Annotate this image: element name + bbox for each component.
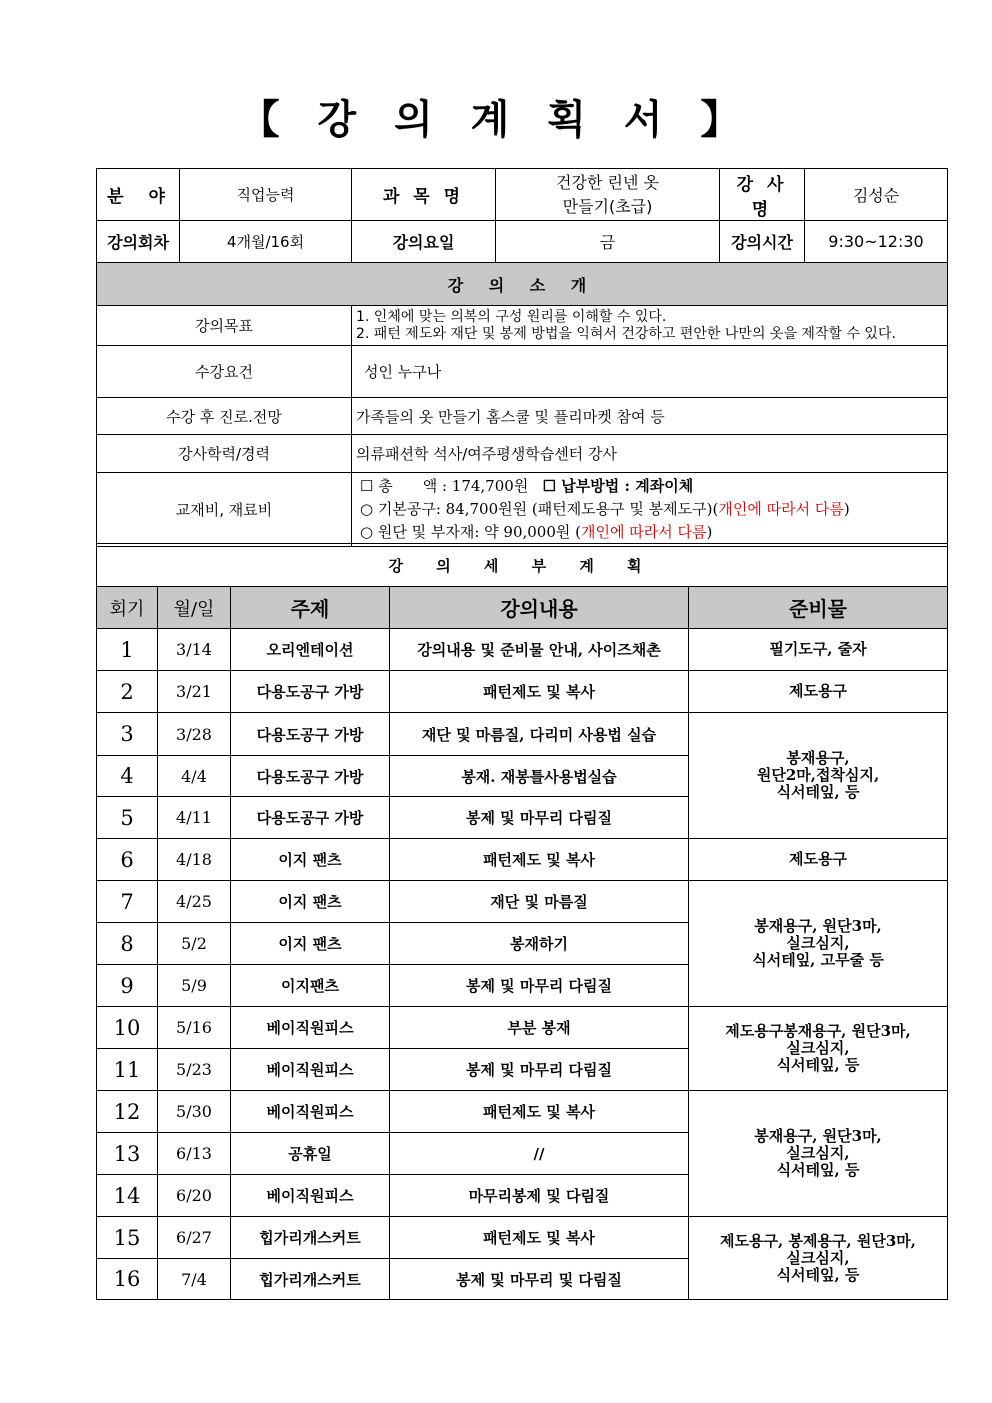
prep-line: 식서테잎, 등 [776, 1161, 860, 1179]
schedule-table [96, 543, 948, 1300]
prep-line: 제도용구, 봉제용구, 원단3마, [720, 1231, 916, 1250]
session-num: 14 [97, 1175, 158, 1217]
req-value: 성인 누구나 [352, 346, 948, 398]
course-value-line1: 건강한 린넨 옷 [556, 172, 659, 192]
session-prep: 제도용구 [689, 839, 948, 881]
session-content: 패턴제도 및 복사 [390, 1217, 689, 1259]
table-row [97, 1217, 948, 1259]
prep-line: 실크심지, [786, 1144, 850, 1162]
course-label: 과 목 명 [352, 169, 496, 221]
goal-label [97, 306, 352, 346]
session-content: 마무리봉제 및 다림질 [390, 1175, 689, 1217]
time-value: 9:30~12:30 [805, 221, 948, 263]
materials-tools-line [360, 498, 939, 521]
session-topic: 이지 팬츠 [231, 923, 390, 965]
page-title: 【 강 의 계 획 서 】 [239, 97, 753, 143]
session-topic: 힙가리개스커트 [231, 1217, 390, 1259]
prep-line: 실크심지, [786, 1248, 850, 1267]
session-num: 10 [97, 1007, 158, 1049]
session-num: 3 [97, 713, 158, 756]
background-value: 의류패션학 석사/여주평생학습센터 강사 [352, 435, 948, 473]
session-date: 7/4 [158, 1259, 231, 1300]
session-num: 6 [97, 839, 158, 881]
background-label: 강사학력/경력 [97, 435, 352, 473]
schedule-band: 강 의 세 부 계 획 [97, 544, 948, 587]
table-row [97, 881, 948, 923]
sessions-value: 4개월/16회 [180, 221, 352, 263]
session-num: 15 [97, 1217, 158, 1259]
prep-line: 봉재용구, 원단3마, [754, 917, 882, 935]
session-num: 8 [97, 923, 158, 965]
session-date: 5/30 [158, 1091, 231, 1133]
session-topic: 오리엔테이션 [231, 629, 390, 671]
prep-line: 식서테잎, 등 [776, 1265, 860, 1284]
prep-line: 실크심지, [786, 1039, 850, 1057]
session-content: 패턴제도 및 복사 [390, 1091, 689, 1133]
session-content: // [390, 1133, 689, 1175]
session-topic: 베이직원피스 [231, 1049, 390, 1091]
session-num: 2 [97, 671, 158, 713]
materials-value [352, 473, 948, 547]
session-date: 3/21 [158, 671, 231, 713]
session-num: 7 [97, 881, 158, 923]
session-topic: 베이직원피스 [231, 1091, 390, 1133]
table-row [97, 839, 948, 881]
header-topic: 주제 [231, 587, 390, 629]
table-row [97, 1091, 948, 1133]
goal-label-text: 강의목표 [195, 317, 253, 335]
session-content: 봉제 및 마무리 다림질 [390, 1049, 689, 1091]
session-topic: 다용도공구 가방 [231, 713, 390, 756]
session-date: 4/18 [158, 839, 231, 881]
prep-line: 식서테잎, 등 [776, 783, 860, 801]
prep-line: 실크심지, [786, 934, 850, 952]
tools-close: ) [843, 500, 850, 518]
session-num: 11 [97, 1049, 158, 1091]
session-num: 12 [97, 1091, 158, 1133]
tools-price: 84,700원원 (패턴제도용구 및 봉제도구)( [445, 500, 719, 518]
table-row [97, 713, 948, 756]
session-date: 4/4 [158, 756, 231, 797]
session-num: 16 [97, 1259, 158, 1300]
session-date: 5/9 [158, 965, 231, 1007]
materials-fabric-line [360, 521, 939, 544]
session-date: 5/16 [158, 1007, 231, 1049]
table-row [97, 671, 948, 713]
session-content: 봉제 및 마무리 다림질 [390, 965, 689, 1007]
course-value [496, 169, 720, 221]
table-row [97, 1007, 948, 1049]
session-content: 봉재하기 [390, 923, 689, 965]
session-prep [689, 713, 948, 839]
session-num: 9 [97, 965, 158, 1007]
course-info-table [96, 168, 948, 547]
day-value: 금 [496, 221, 720, 263]
session-date: 3/28 [158, 713, 231, 756]
session-content: 부분 봉재 [390, 1007, 689, 1049]
session-topic: 다용도공구 가방 [231, 756, 390, 797]
session-prep [689, 1007, 948, 1091]
materials-total: ☐ 총 액 : 174,700원 [360, 477, 529, 495]
session-topic: 베이직원피스 [231, 1175, 390, 1217]
materials-payment: ☐ 납부방법 : 계좌이체 [542, 477, 694, 495]
fabric-label: ○ 원단 및 부자재: 약 90,000원 ( [360, 523, 582, 541]
session-content: 패턴제도 및 복사 [390, 671, 689, 713]
session-topic: 다용도공구 가방 [231, 671, 390, 713]
prep-line: 제도용구봉재용구, 원단3마, [725, 1022, 911, 1040]
session-date: 6/27 [158, 1217, 231, 1259]
session-content: 봉제 및 마무리 및 다림질 [390, 1259, 689, 1300]
session-date: 3/14 [158, 629, 231, 671]
goal-1: 1. 인체에 맞는 의복의 구성 원리를 이해할 수 있다. [356, 308, 667, 325]
session-topic: 이지 팬츠 [231, 839, 390, 881]
tools-note: 개인에 따라서 다름 [718, 500, 844, 518]
fabric-note: 개인에 따라서 다름 [581, 523, 707, 541]
session-content: 재단 및 마름질 [390, 881, 689, 923]
session-prep: 제도용구 [689, 671, 948, 713]
session-prep [689, 881, 948, 1007]
sessions-label: 강의회차 [97, 221, 180, 263]
prep-line: 봉재용구, [786, 749, 850, 767]
session-topic: 힙가리개스커트 [231, 1259, 390, 1300]
session-topic: 이지 팬츠 [231, 881, 390, 923]
session-date: 5/23 [158, 1049, 231, 1091]
session-topic: 공휴일 [231, 1133, 390, 1175]
session-prep: 필기도구, 줄자 [689, 629, 948, 671]
session-date: 6/20 [158, 1175, 231, 1217]
time-label: 강의시간 [720, 221, 805, 263]
header-content: 강의내용 [390, 587, 689, 629]
header-num: 회기 [97, 587, 158, 629]
session-topic: 이지팬츠 [231, 965, 390, 1007]
prep-line: 봉재용구, 원단3마, [754, 1127, 882, 1145]
career-value: 가족들의 옷 만들기 홈스쿨 및 플리마켓 참여 등 [352, 398, 948, 435]
field-value: 직업능력 [180, 169, 352, 221]
session-date: 4/25 [158, 881, 231, 923]
course-value-line2: 만들기(초급) [562, 196, 653, 216]
prep-line: 식서테잎, 등 [776, 1056, 860, 1074]
session-num: 13 [97, 1133, 158, 1175]
session-prep [689, 1217, 948, 1300]
intro-band: 강 의 소 개 [97, 263, 948, 306]
session-content: 재단 및 마름질, 다리미 사용법 실습 [390, 713, 689, 756]
session-num: 5 [97, 797, 158, 839]
session-content: 강의내용 및 준비물 안내, 사이즈채촌 [390, 629, 689, 671]
session-date: 5/2 [158, 923, 231, 965]
session-num: 1 [97, 629, 158, 671]
day-label: 강의요일 [352, 221, 496, 263]
fabric-close: ) [706, 523, 713, 541]
table-row [97, 629, 948, 671]
header-date: 월/일 [158, 587, 231, 629]
session-prep [689, 1091, 948, 1217]
career-label: 수강 후 진로.전망 [97, 398, 352, 435]
session-content: 패턴제도 및 복사 [390, 839, 689, 881]
prep-line: 원단2마,접착심지, [756, 766, 880, 784]
session-content: 봉재. 재봉틀사용법실습 [390, 756, 689, 797]
session-date: 6/13 [158, 1133, 231, 1175]
session-date: 4/11 [158, 797, 231, 839]
instructor-label: 강 사 명 [720, 169, 805, 221]
session-topic: 베이직원피스 [231, 1007, 390, 1049]
req-label: 수강요건 [97, 346, 352, 398]
instructor-value: 김성순 [805, 169, 948, 221]
session-num: 4 [97, 756, 158, 797]
materials-label: 교재비, 재료비 [97, 473, 352, 547]
prep-line: 식서테잎, 고무줄 등 [752, 951, 884, 969]
materials-total-line [360, 475, 939, 498]
session-content: 봉제 및 마무리 다림질 [390, 797, 689, 839]
goal-value [352, 306, 948, 346]
goal-2: 2. 패턴 제도와 재단 및 봉제 방법을 익혀서 건강하고 편안한 나만의 옷을 제작할 수 있다. [356, 325, 896, 342]
header-prep: 준비물 [689, 587, 948, 629]
session-topic: 다용도공구 가방 [231, 797, 390, 839]
tools-label: ○ 기본공구: [360, 500, 446, 518]
field-label: 분 야 [97, 169, 180, 221]
